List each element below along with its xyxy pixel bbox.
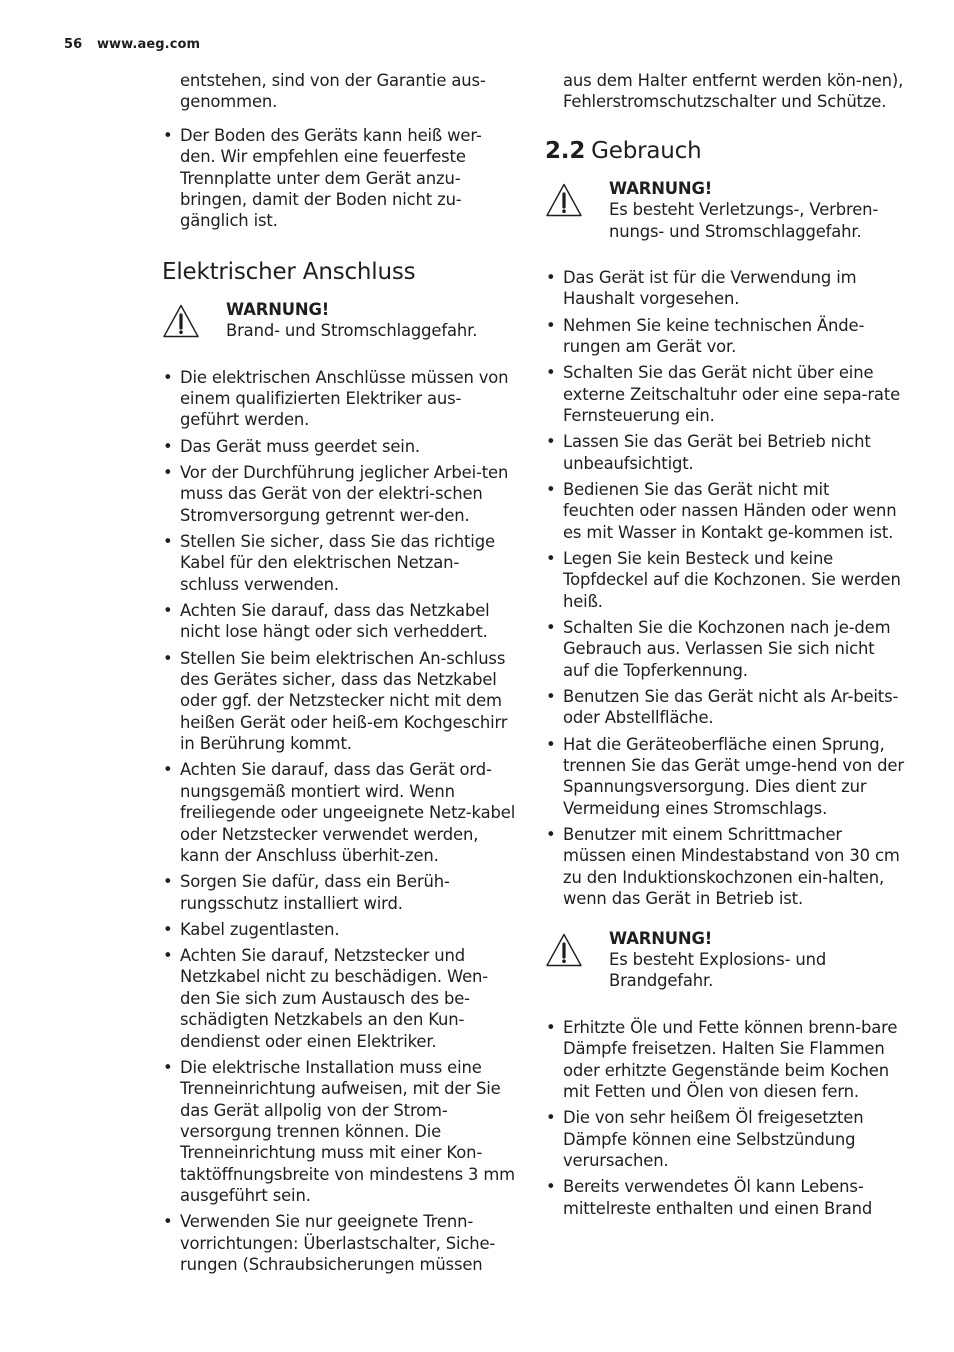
list-item <box>162 531 517 595</box>
bullet-icon: • <box>546 1177 556 1197</box>
list-item <box>162 919 517 940</box>
list-item <box>545 479 905 543</box>
list-item <box>162 436 517 457</box>
continuation-text: entstehen, sind von der Garantie aus-genommen. <box>180 71 486 112</box>
list-item <box>162 462 517 526</box>
bullet-icon: • <box>163 436 173 456</box>
bullet-icon: • <box>546 363 556 383</box>
bullet-icon: • <box>546 824 556 844</box>
list-item <box>162 600 517 643</box>
list-item <box>545 267 905 310</box>
section-title: Elektrischer Anschluss <box>162 258 416 285</box>
list-item-text: Nehmen Sie keine technischen Ände-rungen am Gerät vor. <box>563 315 865 357</box>
list-item <box>545 315 905 358</box>
list-item-text: Das Gerät muss geerdet sein. <box>180 436 420 456</box>
bullet-list <box>545 1017 905 1219</box>
list-item <box>545 1176 905 1219</box>
list-item <box>162 759 517 866</box>
list-item <box>162 648 517 755</box>
warning-box <box>545 928 905 992</box>
list-item-text: Schalten Sie die Kochzonen nach je-dem Gebrauch aus. Verlassen Sie sich nicht auf die Topferkennung. <box>563 617 891 680</box>
list-item-text: Stellen Sie beim elektrischen An-schluss des Gerätes sicher, dass das Netzkabel oder ggf. der Netzstecker nicht mit dem heißen Gerät oder heiß-em Kochgeschirr in Berührung kommt. <box>180 648 508 754</box>
list-item <box>545 1107 905 1171</box>
continuation-text: aus dem Halter entfernt werden kön-nen), Fehlerstromschutzschalter und Schütze. <box>563 71 904 112</box>
bullet-icon: • <box>163 367 173 387</box>
list-item <box>545 686 905 729</box>
bullet-icon: • <box>163 1212 173 1232</box>
warning-text: Es besteht Verletzungs-, Verbren-nungs- und Stromschlaggefahr. <box>609 200 879 241</box>
list-item-text: Benutzer mit einem Schrittmacher müssen einen Mindestabstand von 30 cm zu den Induktionskochzonen ein-halten, wenn das Gerät in Betrieb ist. <box>563 824 900 909</box>
bullet-icon: • <box>546 1108 556 1128</box>
bullet-icon: • <box>163 1057 173 1077</box>
bullet-icon: • <box>546 315 556 335</box>
warning-title: WARNUNG! <box>226 299 330 319</box>
list-item-text: Erhitzte Öle und Fette können brenn-bare Dämpfe freisetzen. Halten Sie Flammen oder erhitzte Gegenstände beim Kochen mit Fetten und Ölen von diesen fern. <box>563 1017 898 1102</box>
right-column <box>545 70 905 1224</box>
bullet-icon: • <box>546 432 556 452</box>
page-number: 56 <box>64 37 83 52</box>
list-item-text: Die elektrischen Anschlüsse müssen von einem qualifizierten Elektriker aus-geführt werden. <box>180 367 509 430</box>
list-item-text: Lassen Sie das Gerät bei Betrieb nicht unbeaufsichtigt. <box>563 432 871 473</box>
warning-box <box>545 178 905 242</box>
bullet-icon: • <box>163 919 173 939</box>
warning-title: WARNUNG! <box>609 178 713 198</box>
list-item-text: Verwenden Sie nur geeignete Trenn-vorrichtungen: Überlastschalter, Siche-rungen (Schraubsicherungen müssen <box>180 1212 496 1275</box>
bullet-icon: • <box>163 760 173 780</box>
list-item-text: Legen Sie kein Besteck und keine Topfdeckel auf die Kochzonen. Sie werden heiß. <box>563 548 901 611</box>
list-item <box>545 362 905 426</box>
bullet-icon: • <box>163 462 173 482</box>
list-item <box>545 824 905 910</box>
bullet-icon: • <box>546 1017 556 1037</box>
bullet-icon: • <box>546 686 556 706</box>
bullet-icon: • <box>163 531 173 551</box>
list-item-text: Achten Sie darauf, dass das Netzkabel nicht lose hängt oder sich verheddert. <box>180 600 490 642</box>
list-item <box>162 1211 517 1275</box>
bullet-icon: • <box>163 648 173 668</box>
list-item <box>545 431 905 474</box>
list-item-text: Achten Sie darauf, Netzstecker und Netzkabel nicht zu beschädigen. Wen-den Sie sich zum Austausch des be-schädigten Netzkabels an den Kun-dendienst oder einen Elektriker. <box>180 945 489 1051</box>
list-item <box>545 1017 905 1103</box>
list-item-text: Benutzen Sie das Gerät nicht als Ar-beits- oder Abstellfläche. <box>563 686 899 728</box>
list-item-text: Bedienen Sie das Gerät nicht mit feuchten oder nassen Händen oder wenn es mit Wasser in Kontakt ge-kommen ist. <box>563 479 897 542</box>
website-url: www.aeg.com <box>96 37 201 52</box>
bullet-list <box>545 267 905 910</box>
list-item-text: Kabel zugentlasten. <box>180 919 340 939</box>
section-title-text: Gebrauch <box>591 137 702 164</box>
list-item <box>545 617 905 681</box>
bullet-icon: • <box>546 479 556 499</box>
list-item <box>162 1057 517 1207</box>
bullet-icon: • <box>163 872 173 892</box>
list-item-text: Das Gerät ist für die Verwendung im Haushalt vorgesehen. <box>563 268 857 309</box>
section-title <box>545 137 905 165</box>
list-item-text: Die elektrische Installation muss eine Trenneinrichtung aufweisen, mit der Sie das Gerät allpolig von der Strom-versorgung trennen können. Die Trenneinrichtung muss mit einer Kon-taktöffnungsbreite von mindestens 3 mm ausgeführt sein. <box>180 1057 515 1206</box>
list-item <box>162 871 517 914</box>
warning-triangle-icon <box>545 182 583 218</box>
warning-text: Brand- und Stromschlaggefahr. <box>226 321 478 341</box>
list-item-text: Sorgen Sie dafür, dass ein Berüh-rungsschutz installiert wird. <box>180 872 450 913</box>
bullet-icon: • <box>546 548 556 568</box>
bullet-icon: • <box>163 125 173 145</box>
warning-box <box>162 299 517 342</box>
warning-triangle-icon <box>545 932 583 968</box>
intro-bullet-list <box>162 125 517 232</box>
list-item-text: Achten Sie darauf, dass das Gerät ord-nungsgemäß montiert wird. Wenn freiliegende oder ungeeignete Netz-kabel oder Netzstecker verwendet werden, kann der Anschluss überhit-zen. <box>180 760 516 865</box>
list-item-text: Vor der Durchführung jeglicher Arbei-ten muss das Gerät von der elektri-schen Stromversorgung getrennt wer-den. <box>180 462 509 525</box>
bullet-icon: • <box>163 945 173 965</box>
section-number: 2.2 <box>545 137 586 164</box>
list-item-text: Stellen Sie sicher, dass Sie das richtige Kabel für den elektrischen Netzan-schluss verwenden. <box>180 531 495 594</box>
list-item-text: Die von sehr heißem Öl freigesetzten Dämpfe können eine Selbstzündung verursachen. <box>563 1108 864 1171</box>
bullet-list <box>162 367 517 1276</box>
page-header <box>64 37 200 52</box>
list-item-text: Bereits verwendetes Öl kann Lebens-mittelreste enthalten und einen Brand <box>563 1177 873 1218</box>
bullet-icon: • <box>546 617 556 637</box>
warning-text: Es besteht Explosions- und Brandgefahr. <box>609 949 827 991</box>
list-item-text: Schalten Sie das Gerät nicht über eine externe Zeitschaltuhr oder eine sepa-rate Fernsteuerung ein. <box>563 363 901 426</box>
bullet-icon: • <box>546 268 556 288</box>
list-item <box>162 945 517 1052</box>
warning-title: WARNUNG! <box>609 928 713 948</box>
list-item <box>545 548 905 612</box>
bullet-icon: • <box>163 600 173 620</box>
bullet-icon: • <box>546 734 556 754</box>
list-item-text: Hat die Geräteoberfläche einen Sprung, trennen Sie das Gerät umge-hend von der Spannungsversorgung. Dies dient zur Vermeidung eines Stromschlags. <box>563 734 904 818</box>
list-item <box>162 125 517 232</box>
list-item <box>545 734 905 820</box>
left-column <box>162 70 517 1280</box>
list-item-text: Der Boden des Geräts kann heiß wer-den. Wir empfehlen eine feuerfeste Trennplatte unter dem Gerät anzu-bringen, damit der Boden nicht zu-gänglich ist. <box>180 125 482 231</box>
list-item <box>162 367 517 431</box>
warning-triangle-icon <box>162 303 200 339</box>
